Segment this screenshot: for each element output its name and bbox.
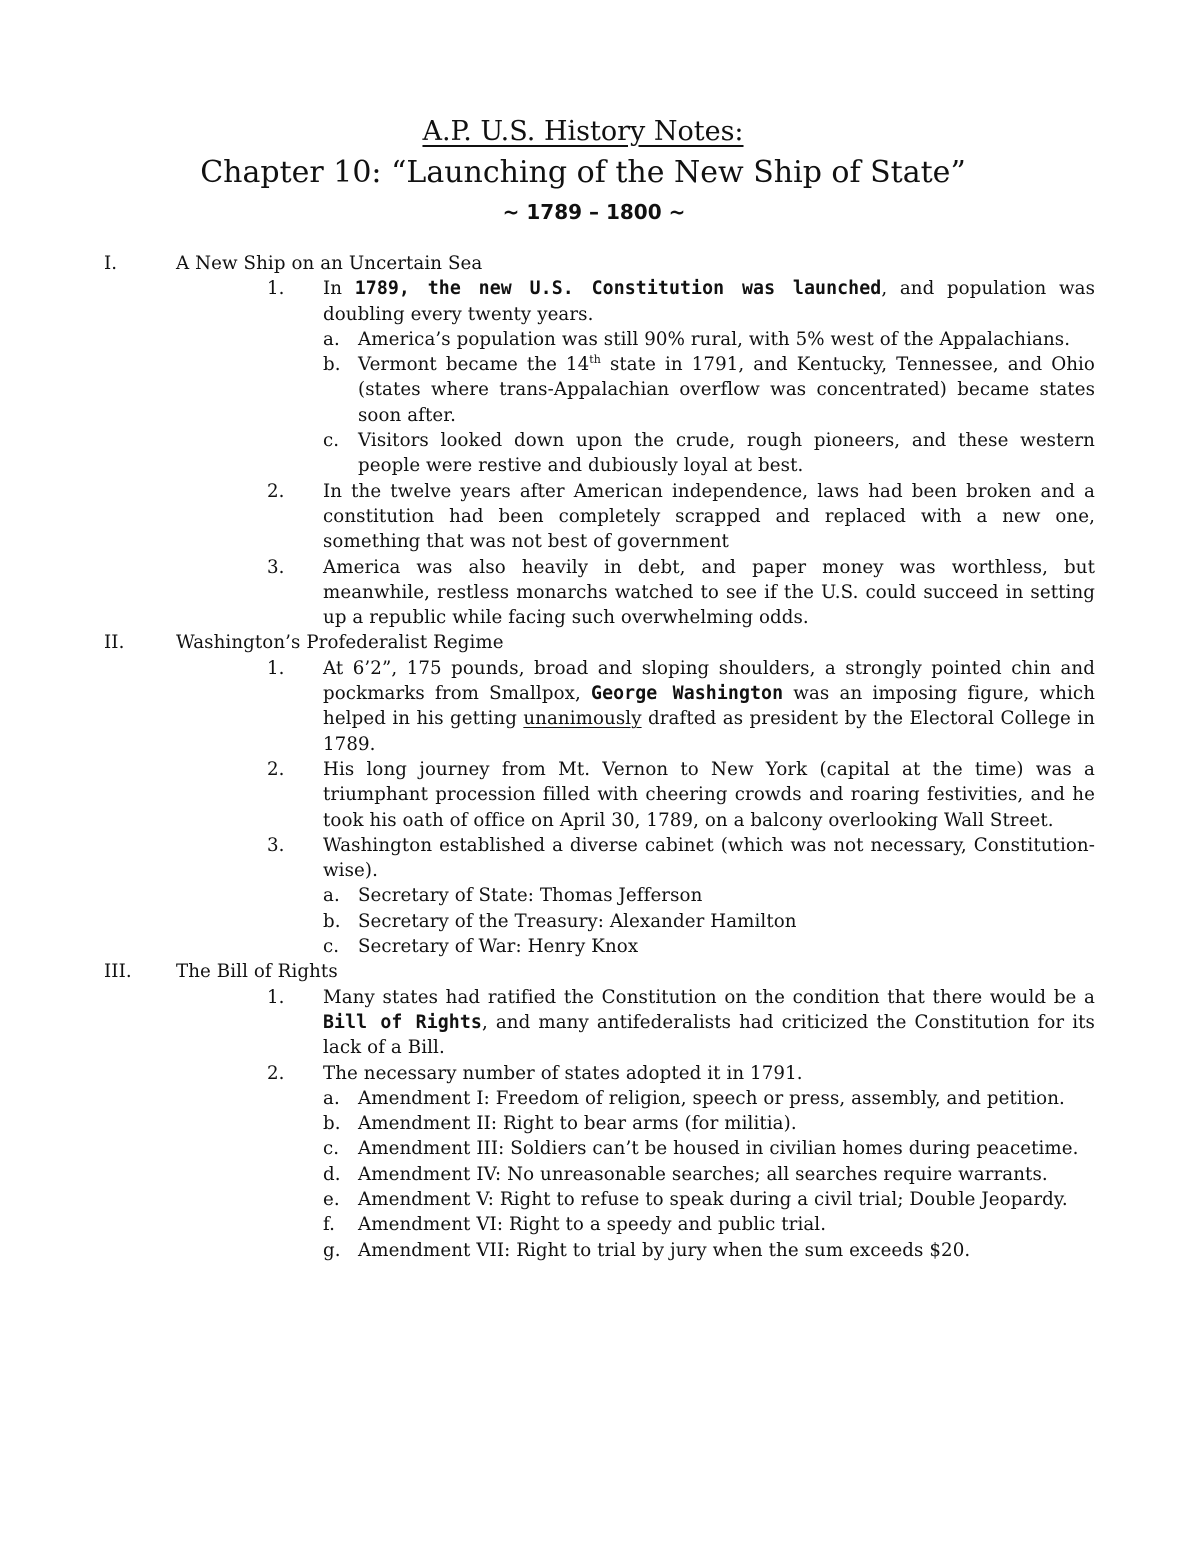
section-title: A New Ship on an Uncertain Sea: [176, 253, 483, 274]
subitem-marker: g.: [323, 1239, 341, 1261]
item-text: At 6’2”, 175 pounds, broad and sloping shoulders, a strongly pointed chin and pockmarks from Smallpox, George Washington was an imposing figure, which helped in his getting unanimously drafted as president by the Electoral College in 1789.: [323, 657, 1096, 755]
item-text: Many states had ratified the Constitution on the condition that there would be a Bill of Rights, and many antifederalists had criticized the Constitution for its lack of a Bill.: [323, 986, 1095, 1059]
item-marker: 1.: [267, 278, 285, 300]
section-heading: [0, 959, 1200, 984]
outline-subitem: [0, 1111, 1200, 1136]
subitem-text: Secretary of State: Thomas Jefferson: [358, 885, 703, 907]
outline-item: [0, 479, 1200, 555]
subitem-text: Amendment V: Right to refuse to speak during a civil trial; Double Jeopardy.: [358, 1188, 1068, 1210]
outline-subitem: [0, 1238, 1200, 1263]
outline-subitem: [0, 883, 1200, 908]
subitem-marker: e.: [323, 1188, 340, 1210]
outline-item: [0, 656, 1200, 757]
item-text: His long journey from Mt. Vernon to New York (capital at the time) was a triumphant procession filled with cheering crowds and roaring festivities, and he took his oath of office on April 30, 1789, on a balcony overlooking Wall Street.: [323, 758, 1095, 831]
ordinal-suffix: th: [589, 353, 601, 367]
subitem-text: Secretary of War: Henry Knox: [358, 936, 639, 958]
outline-subitem: [0, 428, 1200, 479]
subitem-text: Amendment VI: Right to a speedy and public trial.: [358, 1214, 827, 1236]
item-text: In 1789, the new U.S. Constitution was launched, and population was doubling every twenty years.: [323, 278, 1095, 325]
outline-subitem: [0, 1212, 1200, 1237]
outline-item: [0, 757, 1200, 833]
item-marker: 1.: [267, 986, 285, 1008]
item-text: Washington established a diverse cabinet (which was not necessary, Constitution-wise).: [323, 834, 1095, 882]
subitem-marker: c.: [323, 1138, 340, 1160]
subitem-text: Secretary of the Treasury: Alexander Hamilton: [358, 910, 797, 932]
item-marker: 2.: [267, 1062, 285, 1084]
subitem-marker: f.: [323, 1214, 336, 1236]
item-text: America was also heavily in debt, and paper money was worthless, but meanwhile, restless monarchs watched to see if the U.S. could succeed in setting up a republic while facing such overwhelming odds.: [323, 556, 1095, 629]
item-marker: 3.: [267, 834, 285, 856]
outline: [0, 251, 1200, 1263]
item-text: The necessary number of states adopted it in 1791.: [323, 1062, 803, 1084]
outline-item: [0, 276, 1200, 327]
outline-subitem: [0, 934, 1200, 959]
item-marker: 2.: [267, 480, 285, 502]
subitem-text: Amendment II: Right to bear arms (for militia).: [358, 1113, 797, 1135]
outline-item: [0, 555, 1200, 631]
bold-term: 1789, the new U.S. Constitution was launched: [354, 278, 882, 300]
item-marker: 2.: [267, 758, 285, 780]
date-range: ~ 1789 – 1800 ~: [502, 200, 686, 224]
bold-term: Bill of Rights: [323, 1011, 482, 1033]
outline-item: [0, 833, 1200, 884]
subitem-text: Visitors looked down upon the crude, rough pioneers, and these western people were restive and dubiously loyal at best.: [358, 430, 1095, 477]
section-marker: II.: [104, 632, 125, 654]
subitem-marker: b.: [323, 910, 341, 932]
section-heading: [0, 630, 1200, 655]
section-title: The Bill of Rights: [176, 961, 338, 983]
outline-subitem: [0, 1187, 1200, 1212]
outline-subitem: [0, 909, 1200, 934]
outline-subitem: [0, 1136, 1200, 1161]
chapter-title: Chapter 10: “Launching of the New Ship of State”: [200, 155, 966, 190]
outline-subitem: [0, 1162, 1200, 1187]
subitem-text: Vermont became the 14th state in 1791, and Kentucky, Tennessee, and Ohio (states where trans-Appalachian overflow was concentrated) became states soon after.: [358, 353, 1095, 426]
subitem-marker: a.: [323, 328, 340, 350]
subitem-marker: b.: [323, 354, 341, 376]
subitem-text: Amendment VII: Right to trial by jury when the sum exceeds $20.: [358, 1239, 971, 1261]
outline-subitem: [0, 352, 1200, 428]
section-marker: III.: [104, 961, 132, 983]
section-marker: I.: [104, 253, 118, 274]
subitem-text: Amendment I: Freedom of religion, speech or press, assembly, and petition.: [358, 1087, 1065, 1109]
item-marker: 3.: [267, 556, 285, 578]
subitem-marker: c.: [323, 936, 340, 958]
bold-term: George Washington: [591, 683, 784, 705]
subitem-text: Amendment III: Soldiers can’t be housed in civilian homes during peacetime.: [358, 1138, 1079, 1160]
subitem-text: America’s population was still 90% rural, with 5% west of the Appalachians.: [358, 328, 1071, 350]
section-heading: [0, 251, 1200, 276]
subitem-marker: a.: [323, 885, 340, 907]
subitem-text: Amendment IV: No unreasonable searches; all searches require warrants.: [358, 1163, 1048, 1185]
item-marker: 1.: [267, 657, 285, 679]
subitem-marker: b.: [323, 1113, 341, 1135]
subitem-marker: a.: [323, 1087, 340, 1109]
document-title: A.P. U.S. History Notes:: [422, 116, 744, 147]
outline-item: [0, 985, 1200, 1061]
section-title: Washington’s Profederalist Regime: [176, 632, 504, 654]
subitem-marker: c.: [323, 430, 340, 452]
outline-subitem: [0, 327, 1200, 352]
item-text: In the twelve years after American independence, laws had been broken and a constitution had been completely scrapped and replaced with a new one, something that was not best of government: [323, 480, 1095, 553]
outline-subitem: [0, 1086, 1200, 1111]
underlined-term: unanimously: [523, 708, 642, 730]
outline-item: [0, 1061, 1200, 1086]
subitem-marker: d.: [323, 1163, 341, 1185]
